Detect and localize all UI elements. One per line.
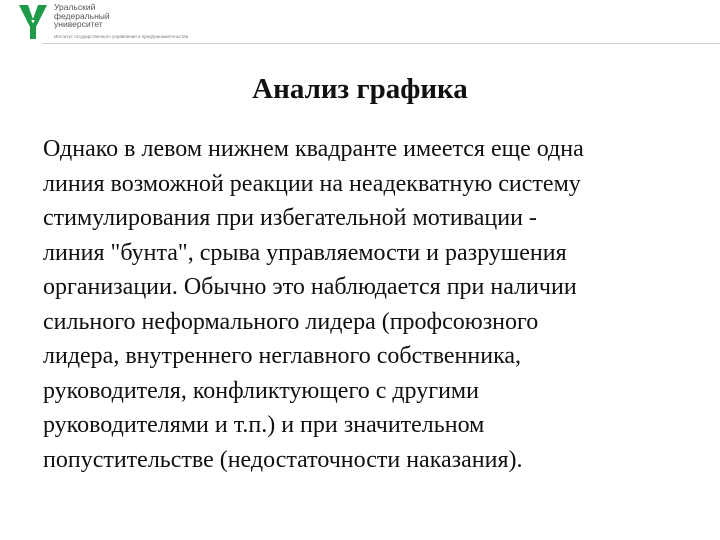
body-line: Однако в левом нижнем квадранте имеется еще одна [43, 136, 584, 162]
body-line: линия возможной реакции на неадекватную систему [43, 170, 581, 197]
brand-line-2: федеральный [54, 10, 110, 21]
university-name [54, 3, 194, 39]
body-line: линия "бунта", срыва управляемости и разрушения [43, 239, 567, 266]
brand-line-1: Уральский [54, 2, 96, 12]
body-line: руководителями и т.п.) и при значительном [43, 412, 485, 438]
header-divider [42, 43, 720, 44]
body-line: руководителя, конфликтующего с другими [43, 377, 479, 404]
body-line: сильного неформального лидера (профсоюзного [43, 308, 539, 335]
slide-body-text [43, 132, 693, 477]
slide-header [12, 0, 720, 46]
body-line: организации. Обычно это наблюдается при наличии [43, 274, 577, 300]
body-line: стимулирования при избегательной мотивации - [43, 205, 537, 231]
university-logo-icon [18, 3, 48, 41]
brand-line-3: университет [54, 19, 103, 29]
body-line: попустительстве (недостаточности наказания). [43, 446, 523, 473]
slide-title: Анализ графика [252, 73, 468, 106]
body-line: лидера, внутреннего неглавного собственника, [43, 343, 522, 369]
institute-name: Институт государственного управления и предпринимательства [54, 33, 189, 39]
